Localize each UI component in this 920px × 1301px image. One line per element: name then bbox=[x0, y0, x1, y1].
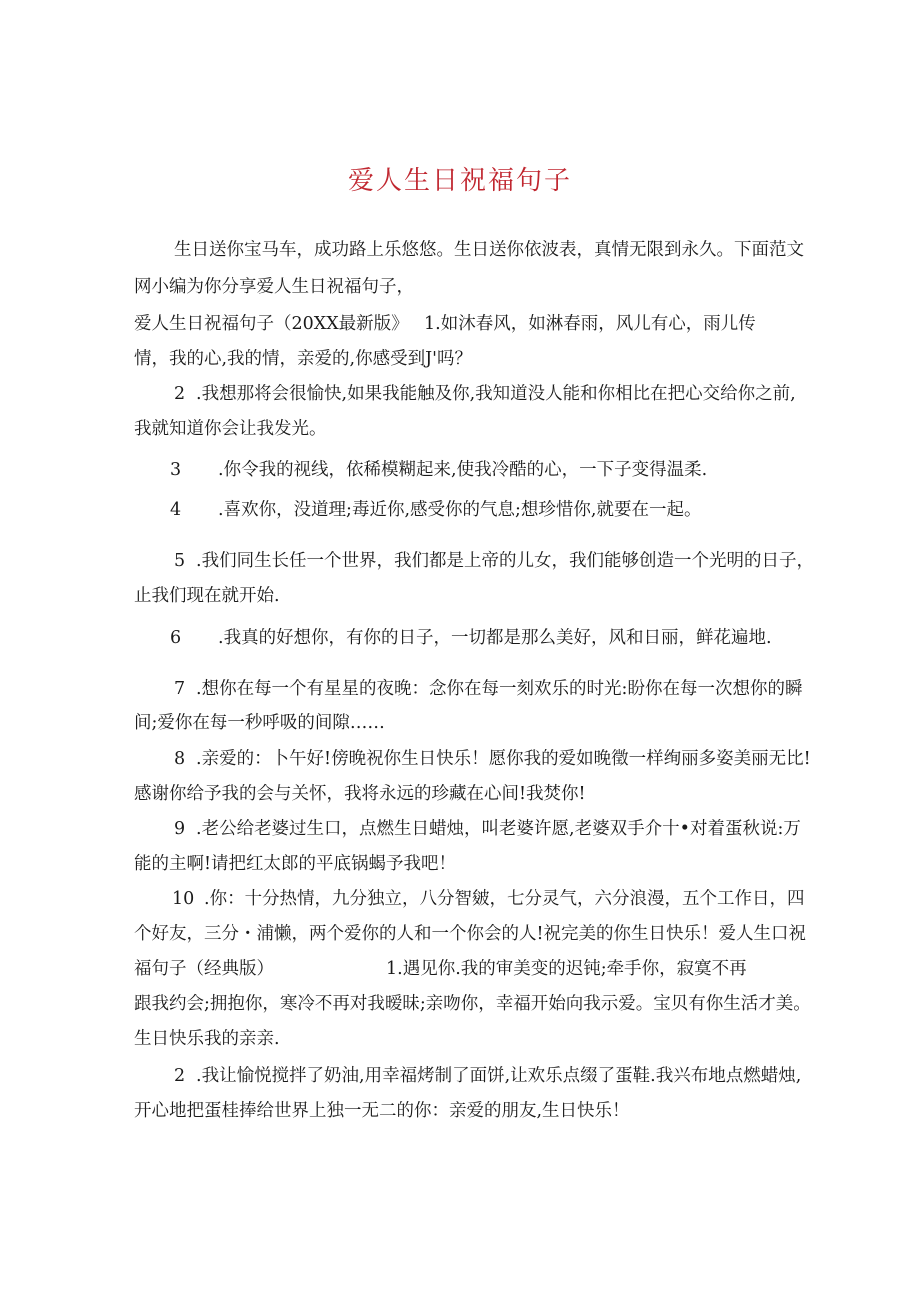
item-8-number: 8 bbox=[174, 749, 186, 769]
item-10-line-2: 个好友，三分・浦懒，两个爱你的人和一个你会的人!祝完美的你生日快乐！爱人生口祝 bbox=[134, 924, 807, 944]
section-heading-classic: 福句子（经典版） bbox=[134, 959, 274, 979]
item-4-line: .喜欢你，没道理;毒近你,感受你的气息;想珍惜你,就要在一起。 bbox=[218, 500, 702, 520]
item-9-number: 9 bbox=[174, 819, 186, 839]
item-6-number: 6 bbox=[170, 628, 182, 648]
classic-item-2-line-2: 开心地把蛋桂捧给世界上独一无二的你：亲爱的朋友,生日快乐！ bbox=[134, 1101, 630, 1121]
classic-item-1-line-1: 1.遇见你.我的审美变的迟钝;牵手你，寂寞不再 bbox=[386, 959, 747, 979]
item-7-line-1: .想你在每一个有星星的夜晚：念你在每一刻欢乐的时光:盼你在每一次想你的瞬 bbox=[196, 679, 803, 699]
item-3-line: .你令我的视线，依稀模糊起来,使我冷酷的心，一下子变得温柔. bbox=[218, 460, 708, 480]
classic-item-2-line-1: .我让愉悦搅拌了奶油,用幸福烤制了面饼,让欢乐点缀了蛋鞋.我兴布地点燃蜡烛, bbox=[196, 1066, 802, 1086]
page-title: 爱人生日祝福句子 bbox=[347, 166, 572, 196]
item-1-line-1: 1.如沐春风，如淋春雨，风儿有心，雨儿传 bbox=[424, 314, 756, 334]
intro-line-2: 网小编为你分享爱人生日祝福句子， bbox=[134, 277, 414, 297]
item-10-line-1: .你：十分热情，九分独立，八分智皴，七分灵气，六分浪漫，五个工作日，四 bbox=[204, 889, 805, 909]
classic-item-2-number: 2 bbox=[174, 1066, 186, 1086]
item-3-number: 3 bbox=[170, 460, 182, 480]
item-1-line-2: 情，我的心,我的情，亲爱的,你感受到J'吗？ bbox=[134, 349, 472, 369]
item-9-line-1: .老公给老婆过生口，点燃生日蜡烛，叫老婆许愿,老婆双手介十•对着蛋秋说:万 bbox=[196, 819, 801, 839]
item-7-line-2: 间;爱你在每一秒呼吸的间隙…… bbox=[134, 713, 385, 733]
item-5-line-2: 止我们现在就开始. bbox=[134, 586, 280, 606]
item-8-line-2: 感谢你给予我的会与关怀，我将永远的珍藏在心间!我焚你! bbox=[134, 784, 586, 804]
intro-line-1: 生日送你宝马车，成功路上乐悠悠。生日送你依波表，真情无限到永久。下面范文 bbox=[174, 240, 804, 260]
item-2-line-1: .我想那将会很愉快,如果我能触及你,我知道没人能和你相比在把心交给你之前, bbox=[196, 384, 796, 404]
item-10-number: 10 bbox=[172, 889, 195, 909]
item-5-number: 5 bbox=[174, 551, 186, 571]
item-5-line-1: .我们同生长任一个世界，我们都是上帝的儿女，我们能够创造一个光明的日子， bbox=[196, 551, 815, 571]
item-6-line: .我真的好想你，有你的日子，一切都是那么美好，风和日丽，鲜花遍地. bbox=[218, 628, 772, 648]
item-2-line-2: 我就知道你会让我发光。 bbox=[134, 419, 327, 439]
item-8-line-1: .亲爱的：卜午好!傍晚祝你生日快乐！愿你我的爱如晚徵一样绚丽多姿美丽无比! bbox=[196, 749, 811, 769]
item-9-line-2: 能的主啊!请把红太郎的平底锅蝎予我吧！ bbox=[134, 854, 457, 874]
item-7-number: 7 bbox=[174, 679, 186, 699]
item-4-number: 4 bbox=[170, 500, 182, 520]
classic-item-1-line-3: 生日快乐我的亲亲. bbox=[134, 1029, 280, 1049]
section-heading-latest: 爱人生日祝福句子（20XX最新版》 bbox=[134, 314, 409, 334]
item-2-number: 2 bbox=[174, 384, 186, 404]
classic-item-1-line-2: 跟我约会;拥抱你，寒冷不再对我暧昧;亲吻你，幸福开始向我示爱。宝贝有你生活才美。 bbox=[134, 994, 811, 1014]
